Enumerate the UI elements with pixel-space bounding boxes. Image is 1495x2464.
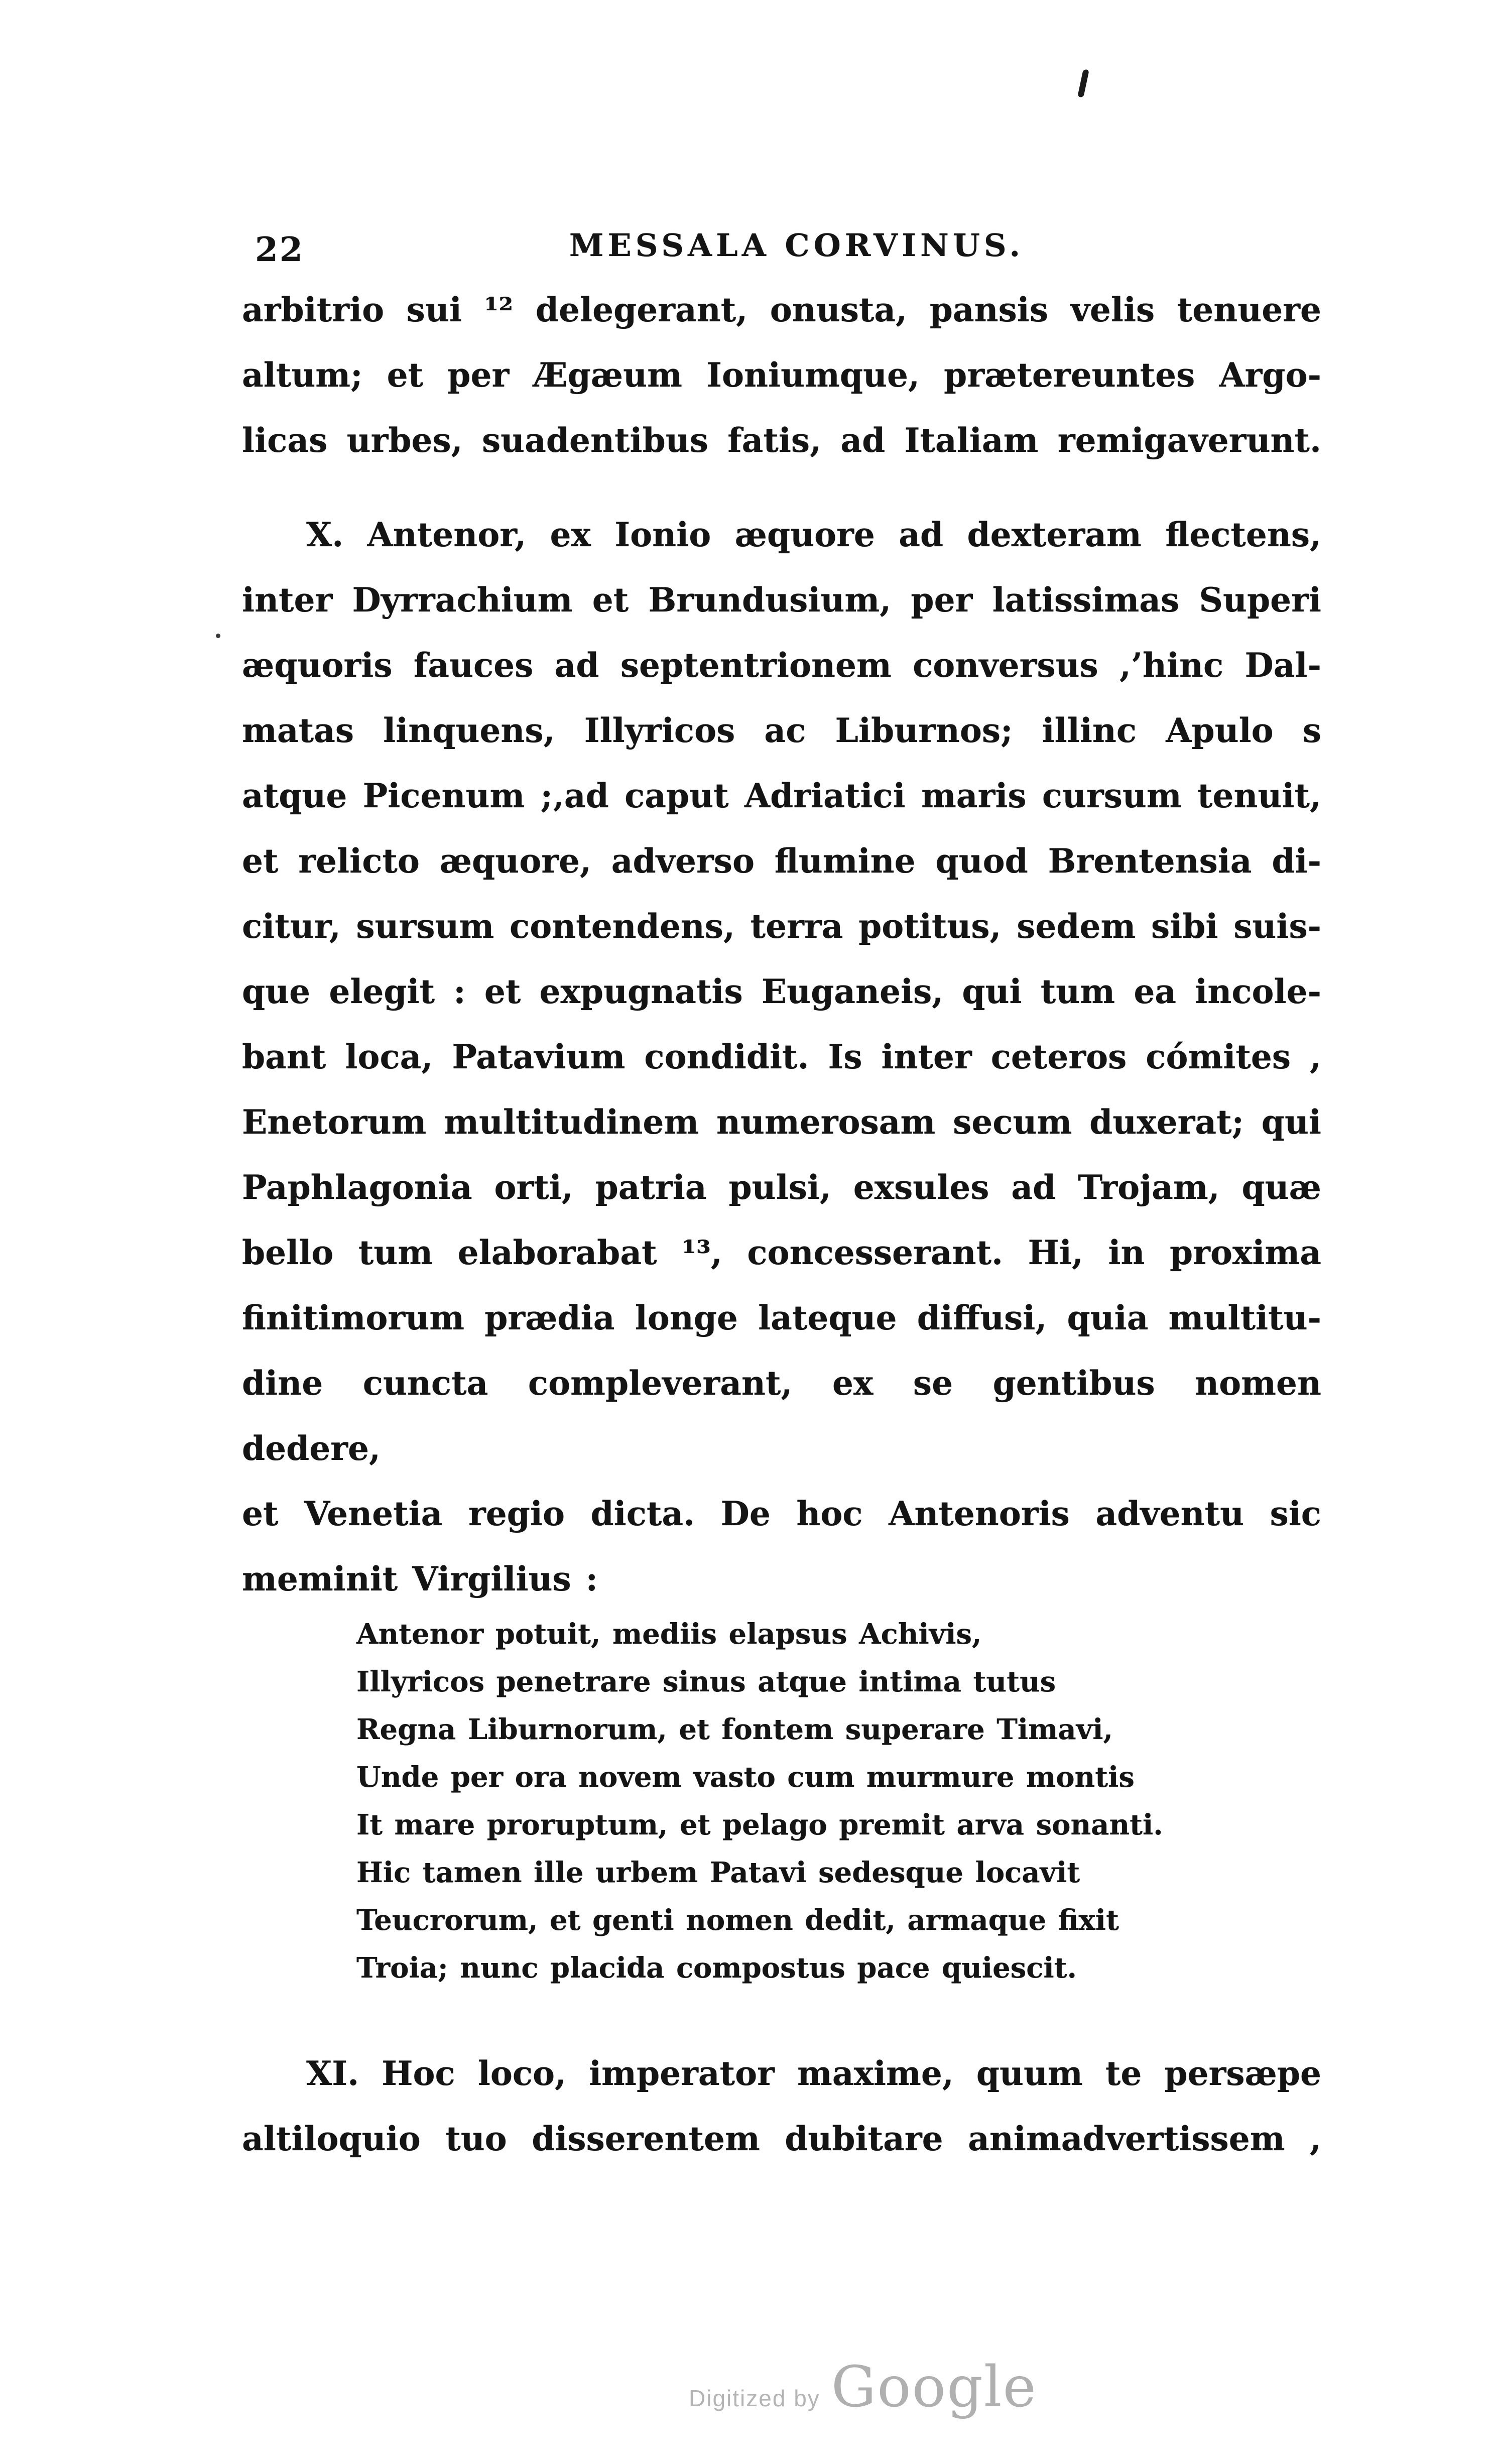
verse-line: Troia; nunc placida compostus pace quiescit. — [356, 1951, 1077, 1985]
text-line: Paphlagonia orti, patria pulsi, exsules ad Trojam, quæ — [242, 1168, 1321, 1207]
text-line: licas urbes, suadentibus fatis, ad Italiam remigaverunt. — [242, 421, 1321, 460]
paragraph-continuation — [242, 277, 1321, 473]
text-column — [242, 0, 1321, 2464]
text-line: bello tum elaborabat ¹³, concesserant. Hi, in proxima — [242, 1233, 1321, 1272]
verse-line: Hic tamen ille urbem Patavi sedesque locavit — [356, 1856, 1080, 1889]
running-title: MESSALA CORVINUS. — [569, 227, 1025, 264]
text-line: matas linquens, Illyricos ac Liburnos; illinc Apulo s — [242, 711, 1321, 750]
digitized-by-label: Digitized by — [689, 2385, 820, 2411]
paragraph-section-xi — [242, 2041, 1321, 2171]
text-line: arbitrio sui ¹² delegerant, onusta, pansis velis tenuere — [242, 290, 1321, 329]
text-line: altiloquio tuo disserentem dubitare animadvertissem , — [242, 2119, 1321, 2158]
text-line: dine cuncta compleverant, ex se gentibus nomen dedere, — [242, 1364, 1321, 1468]
verse-line: It mare proruptum, et pelago premit arva sonanti. — [356, 1808, 1163, 1841]
verse-line: Regna Liburnorum, et fontem superare Timavi, — [356, 1713, 1113, 1746]
google-logo: Google — [831, 2355, 1037, 2420]
text-line: Enetorum multitudinem numerosam secum duxerat; qui — [242, 1102, 1321, 1142]
text-line: X. Antenor, ex Ionio æquore ad dexteram flectens, — [306, 515, 1321, 554]
text-line: altum; et per Ægæum Ioniumque, prætereuntes Argo- — [242, 355, 1321, 395]
text-line: æquoris fauces ad septentrionem conversus ,’hinc Dal- — [242, 646, 1321, 685]
margin-dot-mark — [216, 634, 220, 638]
text-line: que elegit : et expugnatis Euganeis, qui tum ea incole- — [242, 972, 1321, 1011]
text-line: et relicto æquore, adverso flumine quod Brentensia di- — [242, 841, 1321, 881]
text-line: XI. Hoc loco, imperator maxime, quum te persæpe — [306, 2054, 1321, 2093]
virgil-verse-quotation — [356, 1611, 1260, 1992]
text-line: finitimorum prædia longe lateque diffusi, quia multitu- — [242, 1298, 1321, 1337]
verse-line: Teucrorum, et genti nomen dedit, armaque fixit — [356, 1904, 1119, 1937]
verse-line: Antenor potuit, mediis elapsus Achivis, — [356, 1618, 982, 1651]
verse-line: Unde per ora novem vasto cum murmure montis — [356, 1761, 1135, 1794]
paragraph-section-x — [242, 502, 1321, 1612]
text-line: meminit Virgilius : — [242, 1559, 598, 1598]
text-line: bant loca, Patavium condidit. Is inter ceteros cómites , — [242, 1037, 1321, 1076]
page-header — [242, 227, 1321, 277]
google-digitization-watermark — [689, 2355, 1037, 2420]
text-line: et Venetia regio dicta. De hoc Antenoris adventu sic — [242, 1494, 1321, 1533]
text-line: inter Dyrrachium et Brundusium, per latissimas Superi — [242, 580, 1321, 620]
page-number: 22 — [255, 230, 304, 269]
verse-line: Illyricos penetrare sinus atque intima tutus — [356, 1665, 1056, 1698]
text-line: citur, sursum contendens, terra potitus, sedem sibi suis- — [242, 907, 1321, 946]
text-line: atque Picenum ;‚ad caput Adriatici maris cursum tenuit, — [242, 776, 1321, 815]
